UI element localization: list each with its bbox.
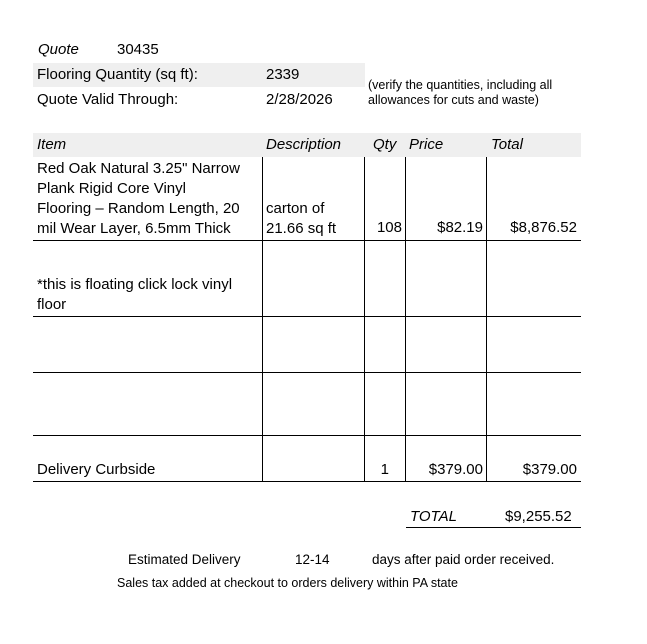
grand-total-label: TOTAL [410, 508, 457, 525]
row-5-item: Delivery Curbside [37, 461, 156, 478]
grand-total-value: $9,255.52 [505, 508, 572, 525]
grid-hline-5 [33, 481, 581, 482]
row-1-item: Red Oak Natural 3.25" Narrow Plank Rigid Core Vinyl Flooring – Random Length, 20 mil Wear Layer, 6.5mm Thick [37, 160, 240, 237]
grid-hline-3 [33, 372, 581, 373]
row-1-total: $8,876.52 [510, 219, 577, 236]
grid-hline-1 [33, 240, 581, 241]
grid-vline-1 [262, 157, 263, 481]
tax-note: Sales tax added at checkout to orders delivery within PA state [117, 576, 458, 590]
grid-vline-3 [405, 157, 406, 481]
valid-through-label: Quote Valid Through: [37, 91, 179, 108]
grid-vline-2 [364, 157, 365, 481]
valid-through-value: 2/28/2026 [266, 91, 333, 108]
row-1-qty: 108 [376, 219, 402, 236]
estimated-delivery-days: 12-14 [295, 552, 330, 567]
verify-note: (verify the quantities, including all allowances for cuts and waste) [368, 78, 553, 107]
estimated-delivery-label: Estimated Delivery [128, 552, 241, 567]
quote-number: 30435 [117, 41, 159, 58]
grand-total-underline [406, 527, 581, 528]
row-5-total: $379.00 [522, 461, 577, 478]
quote-label: Quote [38, 41, 79, 58]
header-price: Price [409, 136, 444, 153]
grid-hline-4 [33, 435, 581, 436]
header-item: Item [37, 136, 67, 153]
row-1-description: carton of 21.66 sq ft [266, 200, 337, 237]
flooring-quantity-value: 2339 [266, 66, 300, 83]
estimated-delivery-suffix: days after paid order received. [372, 552, 555, 567]
flooring-quantity-label: Flooring Quantity (sq ft): [37, 66, 198, 83]
grid-vline-4 [486, 157, 487, 481]
header-total: Total [491, 136, 523, 153]
header-qty: Qty [373, 136, 397, 153]
row-5-qty: 1 [380, 461, 389, 478]
row-5-price: $379.00 [428, 461, 483, 478]
header-description: Description [266, 136, 342, 153]
row-2-item: *this is floating click lock vinyl floor [37, 276, 233, 313]
row-1-price: $82.19 [437, 219, 483, 236]
grid-hline-2 [33, 316, 581, 317]
